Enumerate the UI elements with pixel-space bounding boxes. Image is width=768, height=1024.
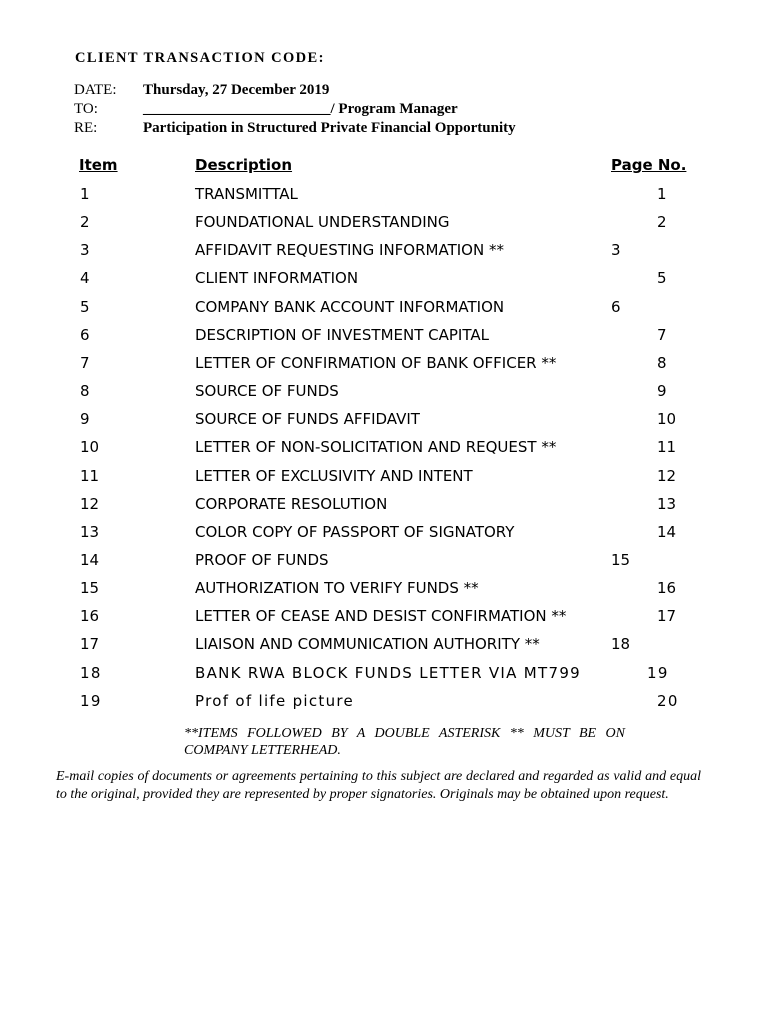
row-page-number: 18 [611, 635, 631, 654]
row-description: SOURCE OF FUNDS [195, 382, 339, 401]
row-item-number: 19 [80, 691, 102, 710]
table-row [0, 185, 768, 213]
to-label: TO: [74, 101, 98, 117]
row-description: COMPANY BANK ACCOUNT INFORMATION [195, 297, 505, 316]
row-item-number: 8 [80, 382, 90, 401]
table-row [0, 298, 768, 326]
row-item-number: 14 [80, 550, 100, 569]
table-row [0, 664, 768, 692]
table-row [0, 551, 768, 579]
row-description: BANK RWA BLOCK FUNDS LETTER VIA MT799 [195, 663, 582, 682]
table-row [0, 579, 768, 607]
column-header-description: Description [195, 156, 293, 174]
row-page-number: 2 [657, 213, 667, 232]
table-row [0, 241, 768, 269]
email-disclaimer: E-mail copies of documents or agreements pertaining to this subject are declared and regarded as valid and equal to the original, provided they are represented by proper signatories. Originals may be obtained upon request. [56, 769, 701, 802]
row-page-number: 3 [611, 241, 621, 260]
column-header-item: Item [79, 156, 118, 174]
row-page-number: 1 [657, 185, 667, 203]
column-header-page: Page No. [611, 156, 687, 174]
row-page-number: 20 [657, 691, 679, 710]
row-description: AFFIDAVIT REQUESTING INFORMATION ** [195, 241, 504, 260]
letterhead-note: **ITEMS FOLLOWED BY A DOUBLE ASTERISK ** MUST BE ON COMPANY LETTERHEAD. [184, 726, 625, 758]
row-description: FOUNDATIONAL UNDERSTANDING [195, 213, 450, 232]
row-description: TRANSMITTAL [195, 185, 298, 203]
row-description: CLIENT INFORMATION [195, 269, 359, 288]
row-item-number: 7 [80, 353, 90, 372]
row-description: CORPORATE RESOLUTION [195, 494, 388, 513]
row-description: LETTER OF CONFIRMATION OF BANK OFFICER ** [195, 353, 557, 372]
row-description: Prof of life picture [195, 691, 355, 710]
table-row [0, 467, 768, 495]
table-row [0, 269, 768, 297]
row-item-number: 4 [80, 269, 90, 288]
date-value: Thursday, 27 December 2019 [143, 82, 330, 98]
row-description: LETTER OF CEASE AND DESIST CONFIRMATION ** [195, 607, 567, 626]
document-title: CLIENT TRANSACTION CODE: [75, 50, 325, 66]
row-description: LETTER OF NON-SOLICITATION AND REQUEST ** [195, 438, 557, 457]
table-row [0, 523, 768, 551]
row-page-number: 17 [657, 607, 677, 626]
table-row [0, 495, 768, 523]
row-item-number: 16 [80, 607, 100, 626]
row-description: DESCRIPTION OF INVESTMENT CAPITAL [195, 325, 489, 344]
row-page-number: 19 [647, 663, 669, 682]
row-page-number: 10 [657, 410, 677, 429]
row-description: LIAISON AND COMMUNICATION AUTHORITY ** [195, 635, 540, 654]
table-row [0, 326, 768, 354]
row-description: LETTER OF EXCLUSIVITY AND INTENT [195, 466, 473, 485]
to-value: _________________________/ Program Manager [143, 101, 458, 117]
row-item-number: 2 [80, 213, 90, 232]
row-page-number: 16 [657, 579, 677, 598]
row-description: COLOR COPY OF PASSPORT OF SIGNATORY [195, 522, 515, 541]
row-page-number: 8 [657, 353, 667, 372]
row-item-number: 1 [80, 185, 90, 203]
row-item-number: 13 [80, 522, 100, 541]
row-page-number: 5 [657, 269, 667, 288]
table-row [0, 607, 768, 635]
row-page-number: 13 [657, 494, 677, 513]
row-description: AUTHORIZATION TO VERIFY FUNDS ** [195, 579, 479, 598]
row-item-number: 18 [80, 663, 102, 682]
row-page-number: 12 [657, 466, 677, 485]
row-item-number: 6 [80, 325, 90, 344]
row-page-number: 9 [657, 382, 667, 401]
re-label: RE: [74, 120, 98, 136]
row-item-number: 9 [80, 410, 90, 429]
row-description: SOURCE OF FUNDS AFFIDAVIT [195, 410, 420, 429]
row-item-number: 15 [80, 579, 100, 598]
date-label: DATE: [74, 82, 117, 98]
row-item-number: 3 [80, 241, 90, 260]
row-page-number: 7 [657, 325, 667, 344]
row-page-number: 11 [657, 438, 677, 457]
row-item-number: 5 [80, 297, 90, 316]
table-row [0, 692, 768, 720]
table-row [0, 382, 768, 410]
row-item-number: 17 [80, 635, 100, 654]
table-row [0, 635, 768, 663]
table-row [0, 410, 768, 438]
row-page-number: 14 [657, 522, 677, 541]
row-item-number: 11 [80, 466, 100, 485]
re-value: Participation in Structured Private Financial Opportunity [143, 120, 516, 136]
row-page-number: 15 [611, 550, 631, 569]
table-row [0, 438, 768, 466]
row-description: PROOF OF FUNDS [195, 550, 329, 569]
table-row [0, 213, 768, 241]
row-item-number: 12 [80, 494, 100, 513]
table-row [0, 354, 768, 382]
row-item-number: 10 [80, 438, 100, 457]
row-page-number: 6 [611, 297, 621, 316]
